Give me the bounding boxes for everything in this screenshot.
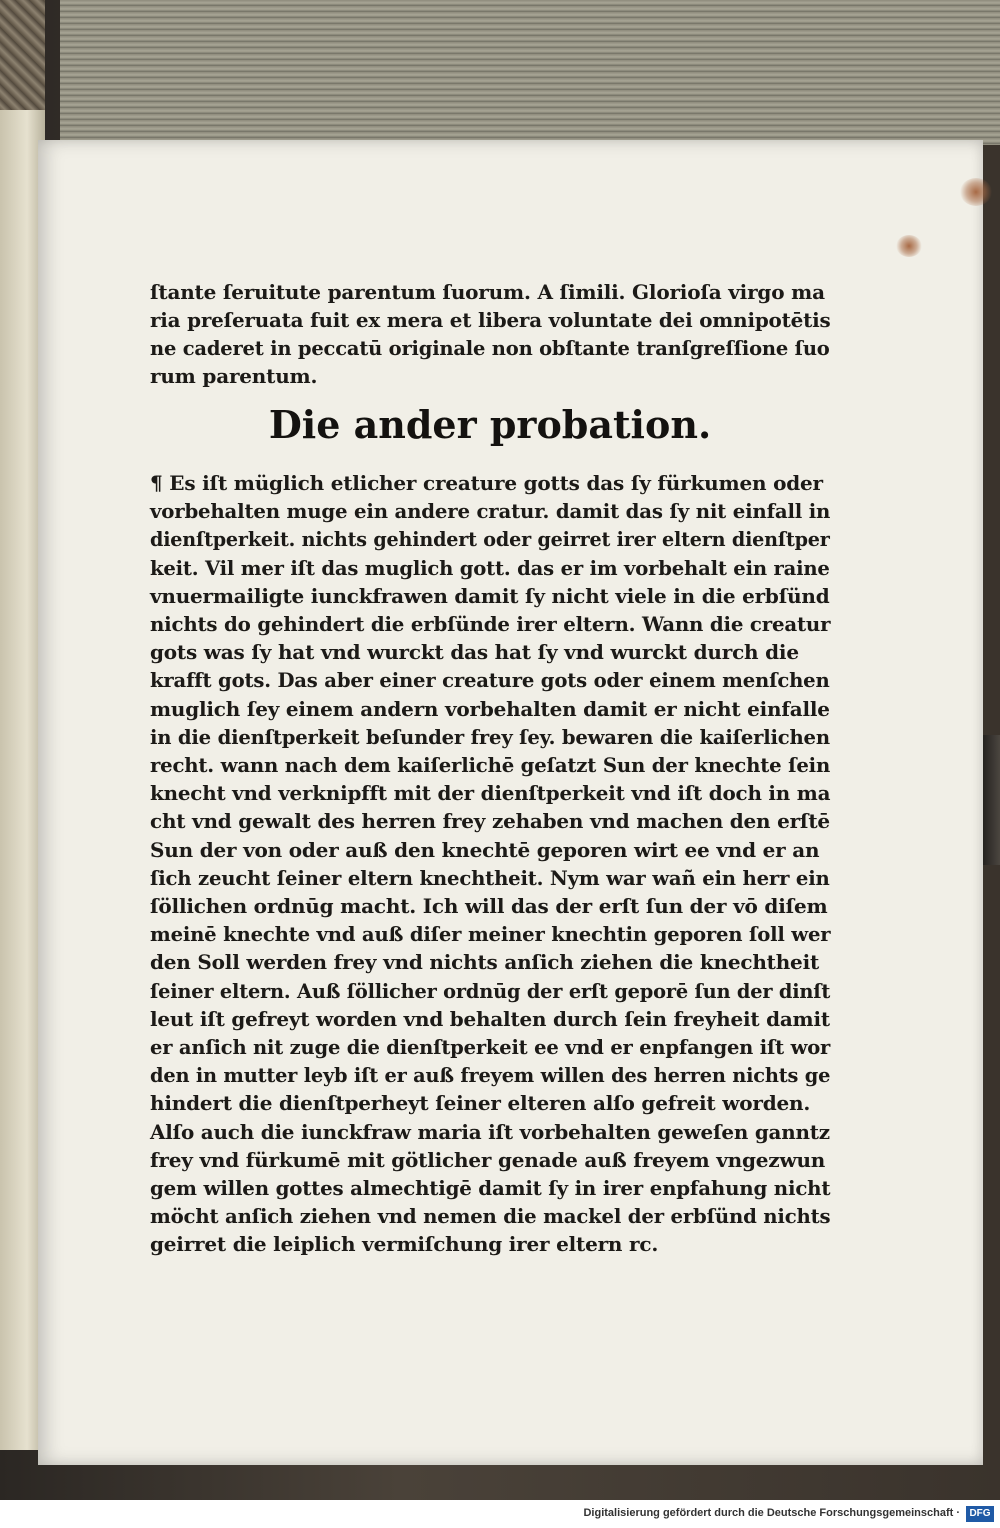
text-line: krafft gots. Das aber einer creature gots oder einem menſchen — [150, 668, 830, 693]
text-line: hindert die dienſtperheyt ſeiner elteren alſo gefreit worden. — [150, 1091, 811, 1116]
text-line: ſtante ſeruitute parentum ſuorum. A ſimili. Glorioſa virgo ma — [150, 280, 825, 304]
text-line: ne caderet in peccatū originale non obſtante tranſgreſſione ſuo — [150, 336, 830, 360]
text-line: knecht vnd verknipfft mit der dienſtperkeit vnd iſt doch in ma — [150, 781, 831, 806]
dfg-logo: DFG — [966, 1506, 994, 1522]
text-line: muglich ſey einem andern vorbehalten damit er nicht einfalle — [150, 696, 830, 721]
book-page-edges — [60, 0, 1000, 145]
text-line: geirret die leiplich vermiſchung irer eltern rc. — [150, 1232, 659, 1257]
text-line: vnuermailigte iunckfrawen damit ſy nicht viele in die erbſünd — [150, 583, 830, 608]
text-line: leut iſt gefreyt worden vnd behalten durch ſein freyheit damit — [150, 1006, 830, 1031]
printed-text-block — [150, 278, 830, 1259]
text-line: ſich zeucht ſeiner eltern knechtheit. Nym war wañ ein herr ein — [150, 865, 830, 890]
funding-credit: Digitalisierung gefördert durch die Deutsche Forschungsgemeinschaft · — [583, 1507, 960, 1519]
text-line: nichts do gehindert die erbſünde irer eltern. Wann die creatur — [150, 612, 831, 637]
text-line: rum parentum. — [150, 364, 318, 388]
foxing-stain — [960, 178, 992, 206]
text-line: frey vnd fürkumē mit götlicher genade auß freyem vngezwun — [150, 1147, 826, 1172]
text-line: in die dienſtperkeit beſunder frey ſey. bewaren die kaiſerlichen — [150, 724, 830, 749]
text-line: den Soll werden frey vnd nichts anſich ziehen die knechtheit — [150, 950, 820, 975]
section-heading: Die ander probation. — [268, 402, 712, 447]
text-line: er anſich nit zuge die dienſtperkeit ee vnd er enpfangen iſt wor — [150, 1035, 831, 1060]
text-line: keit. Vil mer iſt das muglich gott. das er im vorbehalt ein raine — [150, 555, 830, 580]
text-line: gots was ſy hat vnd wurckt das hat ſy vnd wurckt durch die — [150, 640, 799, 665]
text-line: ſöllichen ordnūg macht. Ich will das der erſt ſun der vō diſem — [150, 894, 828, 919]
text-line: gem willen gottes almechtigē damit ſy in irer enpfahung nicht — [150, 1176, 831, 1201]
digitization-footer — [0, 1500, 1000, 1528]
text-line: Alſo auch die iunckfraw maria iſt vorbehalten geweſen ganntz — [150, 1119, 830, 1144]
passage-intro — [150, 278, 830, 390]
text-line: Sun der von oder auß den knechtē geporen wirt ee vnd er an — [150, 837, 820, 862]
text-line: cht vnd gewalt des herren frey zehaben vnd machen den erſtē — [150, 809, 830, 834]
text-line: dienſtperkeit. nichts gehindert oder geirret irer eltern dienſtper — [150, 527, 830, 552]
text-line: ¶ Es iſt müglich etlicher creature gotts das ſy fürkumen oder — [150, 471, 823, 495]
text-line: recht. wann nach dem kaiſerlichē geſatzt Sun der knechte ſein — [150, 753, 831, 778]
body-paragraph — [150, 469, 830, 1259]
text-line: vorbehalten muge ein andere cratur. damit das ſy nit einfall in — [150, 499, 831, 524]
text-line: ſeiner eltern. Auß ſöllicher ordnūg der erſt geporē ſun der dinſt — [150, 978, 831, 1003]
text-line: möcht anſich ziehen vnd nemen die mackel der erbſünd nichts — [150, 1204, 831, 1229]
foxing-stain — [896, 235, 922, 257]
text-line: ria preſeruata fuit ex mera et libera voluntate dei omnipotētis — [150, 308, 831, 332]
text-line: den in mutter leyb iſt er auß freyem willen des herren nichts ge — [150, 1063, 831, 1088]
text-line: meinē knechte vnd auß diſer meiner knechtin geporen ſoll wer — [150, 922, 831, 947]
